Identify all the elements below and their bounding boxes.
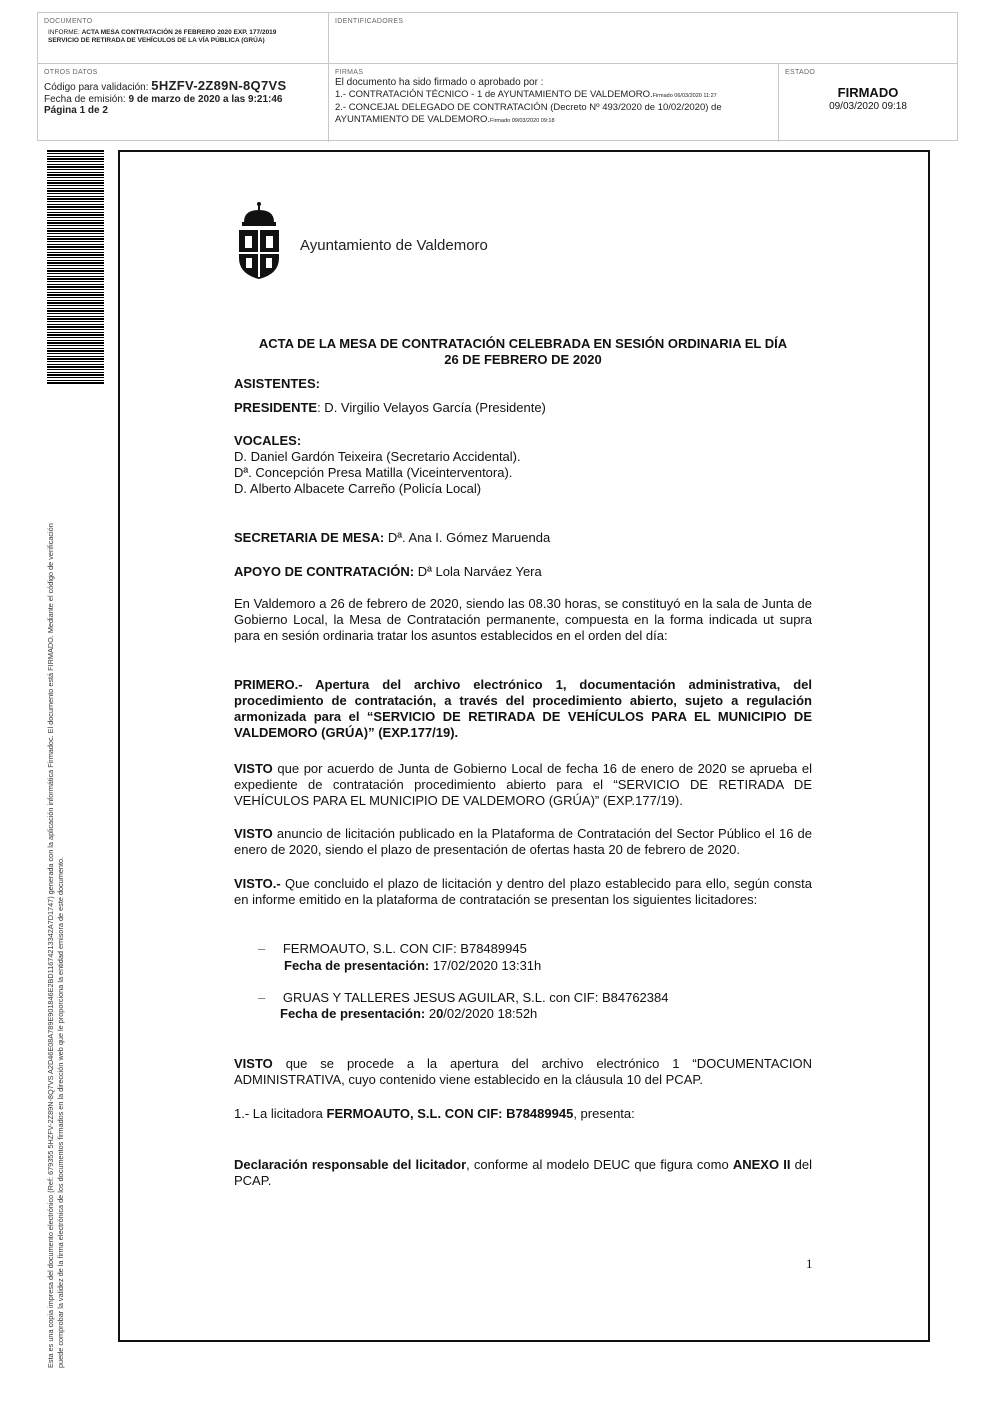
- visto-paragraph-4: VISTO que se procede a la apertura del archivo electrónico 1 “DOCUMENTACION ADMINISTRATIVA, cuyo contenido viene establecido en la cláusula 10 del PCAP.: [234, 1056, 812, 1087]
- primero-paragraph: PRIMERO.- Apertura del archivo electrónico 1, documentación administrativa, del procedimiento de contratación, a través del procedimiento abierto, sujeto a regulación armonizada para el “SERVICIO DE RETIRADA DE VEHÍCULOS PARA EL MUNICIPIO DE VALDEMORO (GRÚA)” (EXP.177/19).: [234, 677, 812, 740]
- licitador-2-name: GRUAS Y TALLERES JESUS AGUILAR, S.L. con CIF: B84762384: [282, 990, 669, 1005]
- metadata-header: [37, 12, 958, 141]
- vocal-1: D. Daniel Gardón Teixeira (Secretario Accidental).: [234, 449, 521, 464]
- document-title: ACTA DE LA MESA DE CONTRATACIÓN CELEBRADA EN SESIÓN ORDINARIA EL DÍA 26 DE FEBRERO DE 2020: [258, 336, 788, 367]
- apoyo-line: APOYO DE CONTRATACIÓN: Dª Lola Narváez Yera: [234, 564, 542, 579]
- barcode: [47, 150, 104, 385]
- codigo-validacion: Código para validación: 5HZFV-2Z89N-8Q7VS: [44, 78, 287, 93]
- informe-title-line-1: ACTA MESA CONTRATACIÓN 26 FEBRERO 2020 EXP. 177/2019: [81, 29, 277, 36]
- pagina-indicator: Página 1 de 2: [44, 105, 108, 116]
- identificadores-cell: [329, 13, 957, 30]
- declaracion-paragraph: Declaración responsable del licitador, conforme al modelo DEUC que figura como ANEXO II del PCAP.: [234, 1157, 812, 1188]
- otros-datos-cell: [38, 64, 328, 121]
- vocal-3: D. Alberto Albacete Carreño (Policía Local): [234, 481, 482, 496]
- estado-cell: [779, 64, 957, 116]
- organization-name: Ayuntamiento de Valdemoro: [300, 237, 488, 254]
- page-number: 1: [806, 1256, 813, 1271]
- firmas-label: FIRMAS: [335, 69, 364, 76]
- documento-label: DOCUMENTO: [44, 18, 93, 25]
- licitador-2-fecha: Fecha de presentación: 20/02/2020 18:52h: [280, 1006, 538, 1021]
- intro-paragraph: En Valdemoro a 26 de febrero de 2020, siendo las 08.30 horas, se constituyó en la sala de Junta de Gobierno Local, la Mesa de Contratación permanente, compuesta en la forma indicada ut supra para en sesión ordinaria tratar los asuntos establecidos en el orden del día:: [234, 596, 812, 643]
- licitador-1: [258, 941, 527, 957]
- documento-cell: [38, 13, 328, 49]
- visto-paragraph-3: VISTO.- Que concluido el plazo de licitación y dentro del plazo establecido para ello, según consta en informe emitido en la plataforma de contratación se presentan los siguientes licitadores:: [234, 876, 812, 907]
- licitador-2: [258, 990, 668, 1006]
- codigo-value: 5HZFV-2Z89N-8Q7VS: [151, 78, 287, 93]
- firmas-intro: El documento ha sido firmado o aprobado por :: [335, 77, 544, 88]
- firma-2: 2.- CONCEJAL DELEGADO DE CONTRATACIÓN (Decreto Nº 493/2020 de 10/02/2020) de AYUNTAMIENTO DE VALDEMORO.Firmado 09/03/2020 09:18: [335, 102, 722, 125]
- asistentes-heading: ASISTENTES:: [234, 376, 320, 391]
- informe-title-line-2: SERVICIO DE RETIRADA DE VEHÍCULOS DE LA VÍA PÚBLICA (GRÚA): [48, 37, 265, 44]
- otros-datos-label: OTROS DATOS: [44, 69, 98, 76]
- bullet-mark: –: [258, 941, 266, 956]
- informe-text: INFORME: ACTA MESA CONTRATACIÓN 26 FEBRERO 2020 EXP. 177/2019 SERVICIO DE RETIRADA DE VEHÍCULOS DE LA VÍA PÚBLICA (GRÚA): [48, 29, 277, 44]
- firmas-cell: [329, 64, 778, 131]
- visto-paragraph-1: VISTO que por acuerdo de Junta de Gobierno Local de fecha 16 de enero de 2020 se aprueba el expediente de contratación procedimiento abierto para el “SERVICIO DE RETIRADA DE VEHÍCULOS PARA EL MUNICIPIO DE VALDEMORO (GRÚA)” (EXP.177/19).: [234, 761, 812, 808]
- margin-note-line-1: Esta es una copia impresa del documento electrónico (Ref: 679355 5HZFV-2Z89N-8Q7VS A2D46E08A789E901846E2BD11674213342A7D1747) generada con la aplicación informática Firmadoc. El documento está FIRMADO. Mediante el código de verificación: [46, 523, 55, 1368]
- presidente-line: PRESIDENTE: D. Virgilio Velayos García (Presidente): [234, 400, 546, 415]
- secretaria-line: SECRETARIA DE MESA: Dª. Ana I. Gómez Maruenda: [234, 530, 551, 545]
- bullet-mark: –: [258, 990, 266, 1005]
- licitador-1-fecha: Fecha de presentación: 17/02/2020 13:31h: [284, 958, 542, 973]
- verification-margin-note: [46, 393, 65, 1368]
- identificadores-label: IDENTIFICADORES: [335, 18, 404, 25]
- licitadora-1-item: 1.- La licitadora FERMOAUTO, S.L. CON CIF: B78489945, presenta:: [234, 1106, 635, 1121]
- estado-value: FIRMADO: [837, 85, 899, 100]
- visto-paragraph-2: VISTO anuncio de licitación publicado en la Plataforma de Contratación del Sector Público el 16 de enero de 2020, siendo el plazo de presentación de ofertas hasta 20 de febrero de 2020.: [234, 826, 812, 857]
- fecha-emision-value: 9 de marzo de 2020 a las 9:21:46: [128, 93, 283, 105]
- licitador-1-name: FERMOAUTO, S.L. CON CIF: B78489945: [282, 941, 527, 956]
- vocales-heading: VOCALES:: [234, 433, 302, 448]
- margin-note-line-2: puede comprobar la validez de la firma electrónica de los documentos firmados en la dirección web que le proporciona la entidad emisora de este documento.: [55, 856, 65, 1368]
- firma-1: 1.- CONTRATACIÓN TÉCNICO - 1 de AYUNTAMIENTO DE VALDEMORO.Firmado 06/03/2020 11:27: [335, 88, 717, 100]
- fecha-emision: Fecha de emisión: 9 de marzo de 2020 a las 9:21:46: [44, 93, 283, 105]
- vocal-2: Dª. Concepción Presa Matilla (Viceinterventora).: [234, 465, 513, 480]
- estado-date: 09/03/2020 09:18: [829, 101, 907, 112]
- coat-of-arms-logo: [234, 200, 284, 280]
- estado-label: ESTADO: [785, 69, 816, 76]
